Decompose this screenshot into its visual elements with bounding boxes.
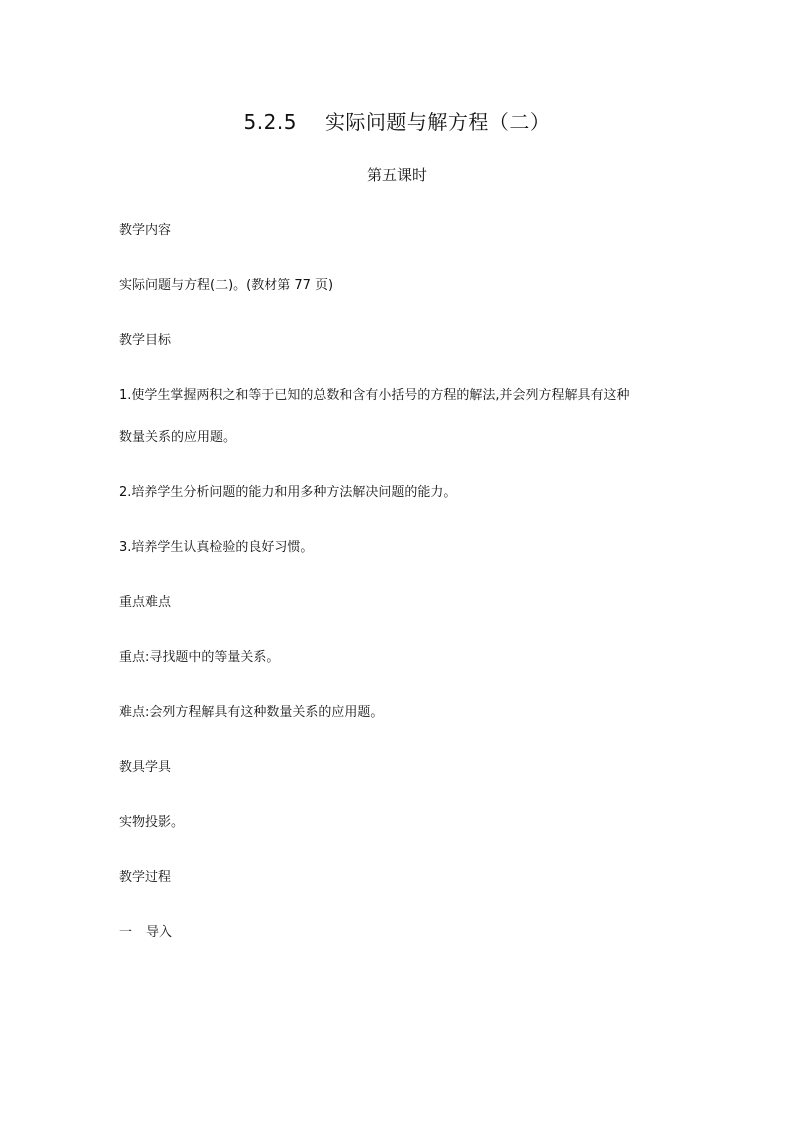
title-number: 5.2.5 (243, 110, 297, 134)
section-label: 导入 (146, 925, 173, 940)
goal-1-line-1: 1.使学生掌握两积之和等于已知的总数和含有小括号的方程的解法,并会列方程解具有这种 (119, 388, 630, 403)
heading-teaching-goals: 教学目标 (119, 333, 172, 348)
key-point: 重点:寻找题中的等量关系。 (119, 650, 280, 665)
goal-1-line-2: 数量关系的应用题。 (119, 430, 237, 445)
heading-teaching-process: 教学过程 (119, 870, 172, 885)
section-introduction (119, 921, 172, 940)
teaching-content-text: 实际问题与方程(二)。(教材第 77 页) (119, 278, 334, 293)
teaching-aids-text: 实物投影。 (119, 815, 185, 830)
heading-teaching-aids: 教具学具 (119, 760, 172, 775)
section-number: 一 (119, 925, 133, 940)
goal-2: 2.培养学生分析问题的能力和用多种方法解决问题的能力。 (119, 485, 457, 500)
difficult-point: 难点:会列方程解具有这种数量关系的应用题。 (119, 705, 384, 720)
page-title (0, 106, 794, 135)
goal-3: 3.培养学生认真检验的良好习惯。 (119, 540, 314, 555)
heading-teaching-content: 教学内容 (119, 223, 172, 238)
page-subtitle: 第五课时 (366, 166, 427, 184)
title-text: 实际问题与解方程（二） (324, 110, 551, 134)
heading-key-points: 重点难点 (119, 595, 172, 610)
